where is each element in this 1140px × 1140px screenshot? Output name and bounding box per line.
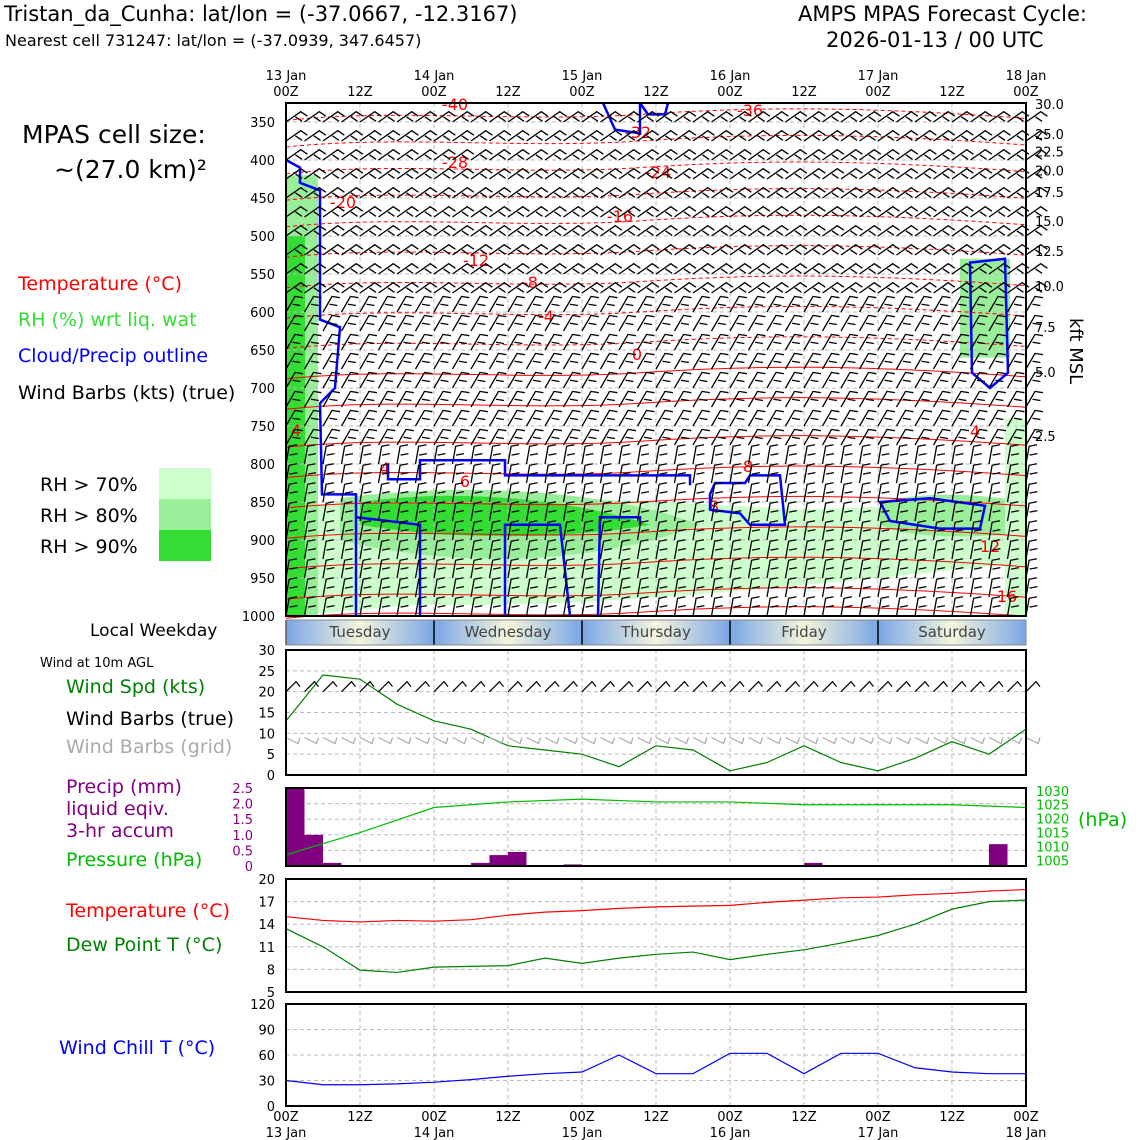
bottom-hour-label: 00Z (569, 1110, 595, 1125)
cell-size-value: ~(27.0 km)² (54, 155, 207, 184)
temperature-contour-label: 6 (459, 472, 471, 491)
top-hour-label: 12Z (495, 85, 521, 100)
windchill-panel-tick-label: 90 (258, 1023, 275, 1039)
bottom-hour-label: 00Z (273, 1110, 299, 1125)
kft-tick-label: 2.5 (1035, 429, 1056, 445)
pressure-tick-label: 750 (250, 420, 275, 435)
temperature-contour-label: 16 (996, 587, 1018, 606)
pressure-tick-label: 450 (250, 192, 275, 207)
weekday-label: Tuesday (329, 623, 391, 641)
bottom-hour-label: 00Z (717, 1110, 743, 1125)
precip-bar (305, 835, 324, 866)
windchill-panel-tick-label: 60 (258, 1049, 275, 1064)
pressure-tick-label: 600 (250, 306, 275, 321)
weekday-label: Saturday (918, 623, 986, 641)
bottom-hour-label: 12Z (939, 1110, 965, 1125)
wind-barb (1026, 540, 1037, 559)
temperature-contour-label: -8 (522, 273, 538, 292)
top-hour-label: 00Z (865, 85, 891, 100)
wind-barbs-grid-legend: Wind Barbs (grid) (66, 736, 233, 758)
pressure-tick-label: 550 (250, 268, 275, 283)
wind10m-label: Wind at 10m AGL (40, 656, 154, 671)
precip-tick-label: 1.5 (232, 813, 253, 829)
temperature-contour-label: -16 (606, 207, 634, 226)
temperature-contour-label: -4 (538, 307, 554, 326)
pressure-tick-label: 1005 (1036, 854, 1070, 870)
wind-panel-tick-label: 5 (266, 748, 275, 764)
precip-legend-2: liquid eqiv. (66, 798, 169, 820)
bottom-hour-label: 12Z (643, 1110, 669, 1125)
pressure-tick-label: 800 (250, 458, 275, 473)
precip-tick-label: 2.0 (232, 797, 253, 813)
weekday-label: Wednesday (464, 623, 552, 641)
pressure-tick-label: 400 (250, 154, 275, 169)
bottom-hour-label: 00Z (421, 1110, 447, 1125)
kft-tick-label: 25.0 (1035, 128, 1064, 144)
precip-bar (508, 852, 527, 866)
precip-tick-label: 0.5 (232, 844, 253, 860)
top-hour-label: 12Z (347, 85, 373, 100)
temperature-contour-label: 4 (290, 421, 302, 440)
bottom-date-label: 15 Jan (561, 1126, 603, 1140)
wind-barb (1026, 483, 1037, 502)
top-hour-label: 12Z (939, 85, 965, 100)
pressure-tick-label: 500 (250, 230, 275, 245)
precip-tick-label: 2.5 (232, 782, 253, 797)
wind-barb (1026, 296, 1043, 312)
cycle-time: 2026-01-13 / 00 UTC (826, 28, 1044, 52)
wind-barb (1026, 334, 1043, 350)
kft-tick-label: 10.0 (1035, 280, 1064, 296)
temperature-contour-label: -24 (644, 163, 672, 182)
legend-cloud: Cloud/Precip outline (18, 345, 209, 367)
weekday-label: Friday (781, 623, 827, 641)
wind-spd-legend: Wind Spd (kts) (66, 676, 206, 698)
top-hour-label: 12Z (791, 85, 817, 100)
top-date-label: 18 Jan (1005, 69, 1047, 84)
precip-tick-label: 0 (244, 860, 253, 875)
pressure-tick-label: 650 (250, 344, 275, 359)
wind-barb (1026, 391, 1043, 407)
windchill-panel-tick-label: 120 (250, 998, 275, 1013)
pressure-tick-label: 1000 (241, 610, 275, 625)
local-weekday-label: Local Weekday (90, 621, 218, 641)
kft-tick-label: 15.0 (1035, 214, 1064, 230)
surface-barb-grid (1026, 738, 1040, 744)
temperature-contour-label: 8 (708, 497, 720, 516)
legend-barbs: Wind Barbs (kts) (true) (18, 382, 236, 404)
windchill-panel-tick-label: 30 (258, 1074, 275, 1090)
top-hour-label: 00Z (717, 85, 743, 100)
pressure-tick-label: 700 (250, 382, 275, 397)
pressure-tick-label: 1030 (1036, 784, 1070, 800)
legend-temperature: Temperature (°C) (18, 273, 182, 295)
wind-panel-tick-label: 15 (258, 706, 275, 722)
pressure-unit-label: (hPa) (1078, 809, 1128, 831)
bottom-hour-label: 00Z (1013, 1110, 1039, 1125)
wind-barb (1026, 264, 1047, 274)
precip-bar (490, 855, 509, 866)
top-date-label: 17 Jan (857, 69, 899, 84)
wind-barb (1026, 559, 1037, 578)
bottom-date-label: 13 Jan (265, 1126, 307, 1140)
wind-barb (1026, 502, 1037, 521)
bottom-hour-label: 00Z (865, 1110, 891, 1125)
top-date-label: 13 Jan (265, 69, 307, 84)
wind-panel-tick-label: 30 (258, 644, 275, 659)
pressure-tick-label: 1025 (1036, 798, 1070, 814)
temperature-contour-label: -12 (462, 251, 490, 270)
temp-panel-tick-label: 14 (258, 918, 275, 934)
kft-tick-label: 30.0 (1035, 97, 1064, 113)
wind-barb (1026, 578, 1037, 597)
wind-barb (1026, 112, 1047, 122)
legend-rh80: RH > 80% (40, 505, 138, 527)
pressure-tick-label: 1015 (1036, 826, 1070, 842)
temp-panel-tick-label: 8 (266, 963, 275, 979)
wind-panel-tick-label: 0 (266, 769, 275, 784)
wind-barb (1026, 597, 1037, 616)
top-hour-label: 12Z (643, 85, 669, 100)
wind-barb (1026, 445, 1037, 464)
pressure-tick-label: 350 (250, 116, 275, 131)
bottom-date-label: 17 Jan (857, 1126, 899, 1140)
temperature-contour-label: 12 (979, 537, 1001, 556)
pressure-tick-label: 1020 (1036, 812, 1070, 828)
precip-tick-label: 1.0 (232, 828, 253, 844)
windchill-panel-tick-label: 0 (266, 1100, 275, 1115)
precip-bar (989, 844, 1008, 866)
top-date-label: 16 Jan (709, 69, 751, 84)
wind-panel-tick-label: 25 (258, 664, 275, 680)
temp-panel-tick-label: 17 (258, 895, 275, 911)
legend-rh70: RH > 70% (40, 474, 138, 496)
pressure-tick-label: 900 (250, 534, 275, 549)
temperature-contour-label: -32 (624, 123, 652, 142)
temperature-contour-label: -20 (329, 193, 357, 212)
precip-legend-3: 3-hr accum (66, 820, 174, 842)
temperature-contour-label: 4 (969, 422, 981, 441)
wind-barb (1026, 410, 1043, 426)
temperature-contour-label: -36 (736, 101, 764, 120)
kft-tick-label: 20.0 (1035, 164, 1064, 180)
cycle-title: AMPS MPAS Forecast Cycle: (798, 2, 1087, 26)
top-hour-label: 00Z (421, 85, 447, 100)
wind-panel-tick-label: 20 (258, 685, 275, 701)
temp-panel-tick-label: 20 (258, 873, 275, 888)
wind-panel-tick-label: 10 (258, 727, 275, 743)
windchill-legend: Wind Chill T (°C) (59, 1037, 216, 1059)
dewpoint-legend: Dew Point T (°C) (66, 934, 223, 956)
pressure-tick-label: 950 (250, 572, 275, 587)
temperature-contour-label: 4 (379, 459, 391, 478)
station-title: Tristan_da_Cunha: lat/lon = (-37.0667, -12.3167) (4, 2, 518, 26)
top-date-label: 15 Jan (561, 69, 603, 84)
pressure-tick-label: 1010 (1036, 840, 1070, 856)
top-hour-label: 00Z (273, 85, 299, 100)
kft-tick-label: 17.5 (1035, 185, 1064, 201)
nearest-cell-line: Nearest cell 731247: lat/lon = (-37.0939, 347.6457) (5, 31, 422, 50)
bottom-date-label: 18 Jan (1005, 1126, 1047, 1140)
temperature-contour-label: 0 (631, 345, 643, 364)
top-date-label: 14 Jan (413, 69, 455, 84)
legend-rh90: RH > 90% (40, 536, 138, 558)
cell-size-title: MPAS cell size: (22, 120, 206, 149)
bottom-date-label: 14 Jan (413, 1126, 455, 1140)
bottom-hour-label: 12Z (495, 1110, 521, 1125)
top-hour-label: 00Z (1013, 85, 1039, 100)
kft-tick-label: 22.5 (1035, 145, 1064, 161)
kft-tick-label: 7.5 (1035, 321, 1056, 337)
wind-barb (1026, 521, 1037, 540)
temperature-contour-label: -40 (441, 95, 469, 114)
temperature-contour-label: -28 (441, 153, 469, 172)
legend-rh: RH (%) wrt liq. wat (18, 309, 197, 331)
bottom-hour-label: 12Z (347, 1110, 373, 1125)
kft-tick-label: 5.0 (1035, 366, 1056, 382)
wind-barb (1026, 464, 1037, 483)
temp-panel-tick-label: 5 (266, 986, 275, 1001)
kft-tick-label: 12.5 (1035, 245, 1064, 261)
temperature-contour-label: 8 (742, 457, 754, 476)
bottom-hour-label: 12Z (791, 1110, 817, 1125)
surface-barb (1026, 682, 1040, 692)
temp-legend: Temperature (°C) (66, 900, 230, 922)
wind-barbs-true-legend: Wind Barbs (true) (66, 708, 235, 730)
bottom-date-label: 16 Jan (709, 1126, 751, 1140)
weekday-label: Thursday (621, 623, 691, 641)
top-hour-label: 00Z (569, 85, 595, 100)
pressure-legend: Pressure (hPa) (66, 849, 203, 871)
precip-legend-1: Precip (mm) (66, 776, 182, 798)
temp-panel-tick-label: 11 (258, 940, 275, 956)
pressure-tick-label: 850 (250, 496, 275, 511)
kft-axis-label: kft MSL (1065, 318, 1086, 385)
